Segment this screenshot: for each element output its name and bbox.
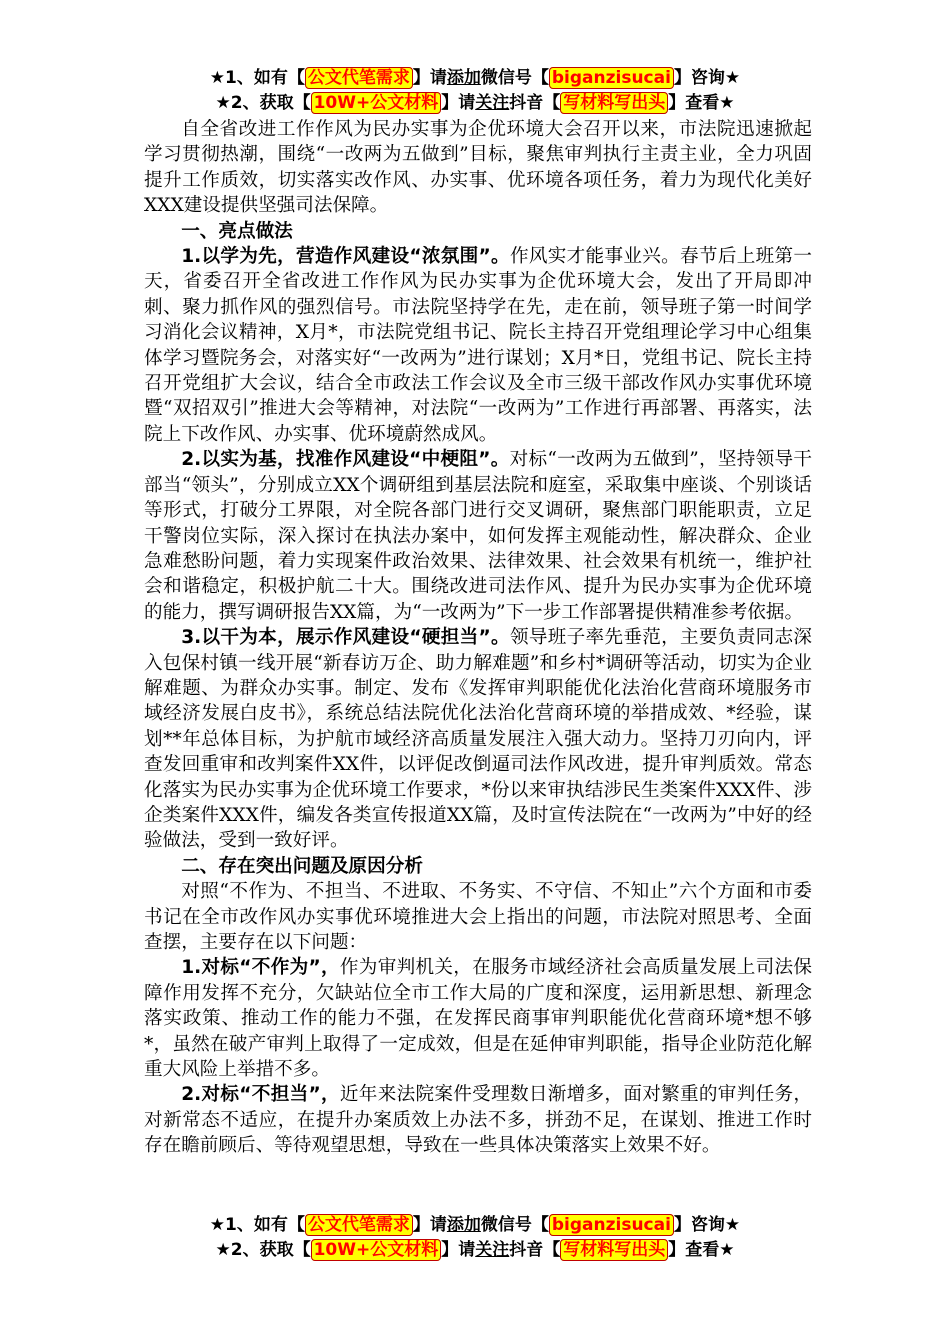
paragraph-lead: 2.对标“不担当”，: [181, 1084, 340, 1106]
promo-text: 】请: [441, 93, 476, 113]
promo-highlight: 写材料写出头: [560, 92, 668, 114]
promo-line-1: [0, 66, 950, 91]
promo-highlight: 写材料写出头: [560, 1239, 668, 1261]
paragraph-text: 领导班子率先垂范，主要负责同志深入包保村镇一线开展“新春访万企、助力解难题”和乡村*调研等活动，切实为企业解难题、为群众办实事。制定、发布《发挥审判职能优化法治化营商环境服务市域经济发展白皮书》，系统总结法院优化法治化营商环境的举措成效、*经验，谋划**年总体目标，为护航市域经济高质量发展注入强大动力。坚持刀刃向内，评查发回重审和改判案件XX件，以评促改倒逼司法作风改进，提升审判质效。常态化落实为民办实事为企优环境工作要求，*份以来审执结涉民生类案件XXX件、涉企类案件XXX件，编发各类宣传报道XX篇，及时宣传法院在“一改两为”中好的经验做法，受到一致好评。: [144, 627, 812, 852]
promo-text: 】请: [412, 1215, 447, 1235]
paragraph-lead: 3.以干为本，展示作风建设“硬担当”。: [181, 627, 510, 649]
paragraph: 对照“不作为、不担当、不进取、不务实、不守信、不知止”六个方面和市委书记在全市改作风办实事优环境推进大会上指出的问题，市法院对照思考、全面查摆，主要存在以下问题：: [144, 881, 812, 953]
promo-text: 】请: [441, 1240, 476, 1260]
paragraph: 自全省改进工作作风为民办实事为企优环境大会召开以来，市法院迅速掀起学习贯彻热潮，围绕“一改两为五做到”目标，聚焦审判执行主责主业，全力巩固提升工作质效，切实落实改作风、办实事、优环境各项任务，着力为现代化美好XXX建设提供坚强司法保障。: [144, 119, 812, 217]
promo-text: ★2、获取【: [215, 93, 311, 113]
paragraph: [144, 955, 812, 1082]
promo-text: 微信号【: [480, 68, 549, 88]
paragraph-text: 作风实才能事业兴。春节后上班第一天，省委召开全省改进工作作风为民办实事为企优环境大会，发出了开局即冲刺、聚力抓作风的强烈信号。市法院坚持学在先，走在前，领导班子第一时间学习消化会议精神，X月*，市法院党组书记、院长主持召开党组理论学习中心组集体学习暨院务会，对落实好“一改两为”进行谋划；X月*日，党组书记、院长主持召开党组扩大会议，结合全市政法工作会议及全市三级干部改作风办实事优环境暨“双招双引”推进大会等精神，对法院“一改两为”工作进行再部署、再落实，法院上下改作风、办实事、优环境蔚然成风。: [144, 246, 812, 445]
promo-text: ★2、获取【: [215, 1240, 311, 1260]
promo-text: 】查看★: [668, 1240, 735, 1260]
paragraph: [144, 447, 812, 625]
promo-highlight: 公文代笔需求: [305, 1214, 413, 1236]
promo-banner-bottom: [0, 1213, 950, 1263]
promo-text: 微信号【: [480, 1215, 549, 1235]
promo-text: 】请: [412, 68, 447, 88]
section-heading: 一、亮点做法: [181, 220, 293, 242]
promo-underline: 添加: [446, 1215, 481, 1235]
promo-line-1: [0, 1213, 950, 1238]
promo-text: ★1、如有【: [209, 1215, 305, 1235]
promo-text: 】咨询★: [673, 68, 741, 88]
promo-text: 】查看★: [668, 93, 735, 113]
promo-highlight: biganzisucai: [549, 67, 674, 89]
promo-highlight: 10W+公文材料: [311, 92, 442, 114]
promo-line-2: [0, 1238, 950, 1263]
promo-text: ★1、如有【: [209, 68, 305, 88]
paragraph-lead: 1.以学为先，营造作风建设“浓氛围”。: [181, 246, 510, 268]
promo-text: 抖音【: [509, 93, 561, 113]
promo-text: 】咨询★: [673, 1215, 741, 1235]
paragraph: [144, 1082, 812, 1158]
paragraph-lead: 2.以实为基，找准作风建设“中梗阻”。: [181, 449, 510, 471]
promo-highlight: biganzisucai: [549, 1214, 674, 1236]
promo-underline: 添加: [446, 68, 481, 88]
document-body: [144, 117, 812, 1159]
promo-underline: 关注: [475, 93, 510, 113]
promo-line-2: [0, 91, 950, 116]
paragraph-text: 近年来法院案件受理数日渐增多，面对繁重的审判任务，对新常态不适应，在提升办案质效上办法不多，拼劲不足，在谋划、推进工作时存在瞻前顾后、等待观望思想，导致在一些具体决策落实上效果不好。: [144, 1084, 812, 1157]
paragraph: [144, 625, 812, 854]
paragraph: [144, 244, 812, 447]
paragraph-lead: 1.对标“不作为”，: [181, 957, 340, 979]
paragraph-text: 作为审判机关，在服务市域经济社会高质量发展上司法保障作用发挥不充分，欠缺站位全市工作大局的广度和深度，运用新思想、新理念落实政策、推动工作的能力不强，在发挥民商事审判职能优化营商环境*想不够*，虽然在破产审判上取得了一定成效，但是在延伸审判职能，指导企业防范化解重大风险上举措不多。: [144, 957, 812, 1081]
section-heading: 二、存在突出问题及原因分析: [181, 855, 423, 877]
promo-highlight: 10W+公文材料: [311, 1239, 442, 1261]
promo-highlight: 公文代笔需求: [305, 67, 413, 89]
promo-underline: 关注: [475, 1240, 510, 1260]
promo-text: 抖音【: [509, 1240, 561, 1260]
paragraph-text: 对标“一改两为五做到”，坚持领导干部当“领头”，分别成立XX个调研组到基层法院和庭室，采取集中座谈、个别谈话等形式，打破分工界限，对全院各部门进行交叉调研，聚焦部门职能职责，立足干警岗位实际，深入探讨在执法办案中，如何发挥主观能动性，解决群众、企业急难愁盼问题，着力实现案件政治效果、法律效果、社会效果有机统一，维护社会和谐稳定，积极护航二十大。围绕改进司法作风、提升为民办实事为企优环境的能力，撰写调研报告XX篇，为“一改两为”下一步工作部署提供精准参考依据。: [144, 449, 812, 623]
promo-banner-top: [0, 66, 950, 116]
